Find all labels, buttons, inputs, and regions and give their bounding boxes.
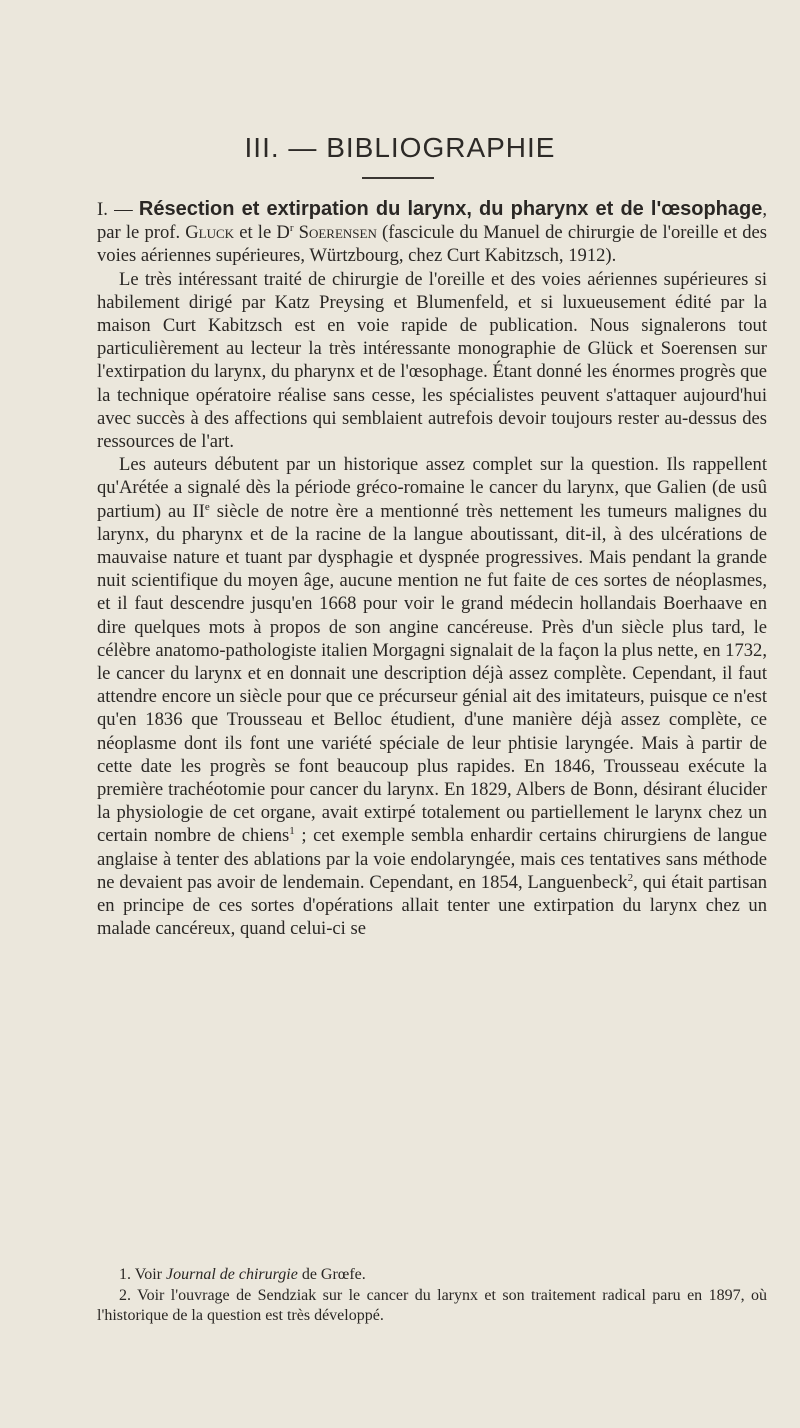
paragraph-2-part-b: siècle de notre ère a mentionné très nettement les tumeurs malignes du larynx, du pharynx et de la racine de la langue aboutissant, dit-il, à des ulcérations de mauvaise nature et tuant par dysphagie et dyspnée progressives. Mais pendant la grande nuit scientifique du moyen âge, aucune mention ne fut faite de ces sortes de néoplasmes, et il faut descendre jusqu'en 1668 pour voir le grand médecin hollandais Boerhaave en dire quelques mots à propos de son angine cancéreuse. Près d'un siècle plus tard, le célèbre anatomo-pathologiste italien Morgagni signalait de la façon la plus nette, en 1732, le cancer du larynx et en donnait une description déjà assez complète. Cependant, il faut attendre encore un siècle pour que ce précurseur génial ait des imitateurs, puisque ce n'est qu'en 1836 que Trousseau et Belloc étudient, d'une manière déjà assez complète, ce néoplasme dont ils font une variété spéciale de leur phtisie laryngée. Mais à partir de cette date les progrès se font beaucoup plus rapides. En 1846, Trousseau exécute la première trachéotomie pour cancer du larynx. En 1829, Albers de Bonn, désirant élucider la physiologie de cet organe, avait extirpé totalement ou partiellement le larynx chez un certain nombre de chiens <box>97 500 767 847</box>
entry-and: et le D <box>234 222 290 244</box>
entry-dr-superscript: r <box>289 222 294 235</box>
footnote-1-rest: de Grœfe. <box>297 1266 366 1283</box>
entry-author-2: Soerensen <box>298 222 377 244</box>
footnote-1-journal: Journal de chirurgie <box>165 1266 298 1283</box>
bibliography-entry <box>97 198 767 268</box>
entry-source: (fascicule du Manuel de chirurgie de l'oreille et des voies aériennes supérieures, Würtzbourg, chez Curt Kabitzsch, 1912). <box>97 222 767 267</box>
century-numeral: II <box>192 500 205 522</box>
footnote-1-number: 1. Voir <box>119 1266 166 1283</box>
footnote-2: 2. Voir l'ouvrage de Sendziak sur le cancer du larynx et son traitement radical paru en 1897, où l'historique de la question est très développé. <box>97 1286 767 1324</box>
paragraph-2-part-d: , qui était partisan en principe de ces sortes d'opérations allait tenter une extirpation du larynx chez un malade cancéreux, quand celui-ci se <box>97 871 768 940</box>
footnote-1 <box>97 1265 767 1286</box>
entry-author-1: Gluck <box>185 222 235 244</box>
footnote-ref-2: 2 <box>627 871 634 884</box>
entry-title: Résection et extirpation du larynx, du pharynx et de l'œsophage <box>138 198 763 220</box>
paragraph-2-part-a: Les auteurs débutent par un historique assez complet sur la question. Ils rappellent qu'Arétée a signalé dès la période gréco-romaine le cancer du larynx, que Galien (de usû partium) au <box>97 454 767 522</box>
entry-by: , par le prof. <box>97 199 768 244</box>
paragraph-1: Le très intéressant traité de chirurgie de l'oreille et des voies aériennes supérieures si habilement dirigé par Katz Preysing et Blumenfeld, et si luxueusement édité par la maison Curt Kabitzsch est en voie rapide de publication. Nous signalerons tout particulièrement au lecteur la très intéressante monographie de Glück et Soerensen sur l'extirpation du larynx, du pharynx et de l'œsophage. Étant donné les énormes progrès que la technique opératoire réalise sans cesse, les spécialistes peuvent s'attaquer aujourd'hui avec succès à des affections qui semblaient autrefois devoir toujours rester au-dessus des ressources de l'art. <box>97 268 767 453</box>
entry-number: I. <box>97 199 108 220</box>
paragraph-2-part-c: ; cet exemple sembla enhardir certains chirurgiens de langue anglaise à tenter des ablations par la voie endolaryngée, mais ces tentatives sans méthode ne devaient pas avoir de lendemain. Cependant, en 1854, Languenbeck <box>97 825 767 893</box>
footnote-ref-1: 1 <box>289 825 295 838</box>
footnotes <box>97 1265 767 1327</box>
main-text <box>97 198 767 941</box>
paragraph-2 <box>97 453 767 940</box>
section-heading: III. — BIBLIOGRAPHIE <box>244 132 556 163</box>
heading-rule <box>362 177 434 179</box>
century-superscript: e <box>204 500 210 513</box>
entry-dash: — <box>107 199 139 220</box>
